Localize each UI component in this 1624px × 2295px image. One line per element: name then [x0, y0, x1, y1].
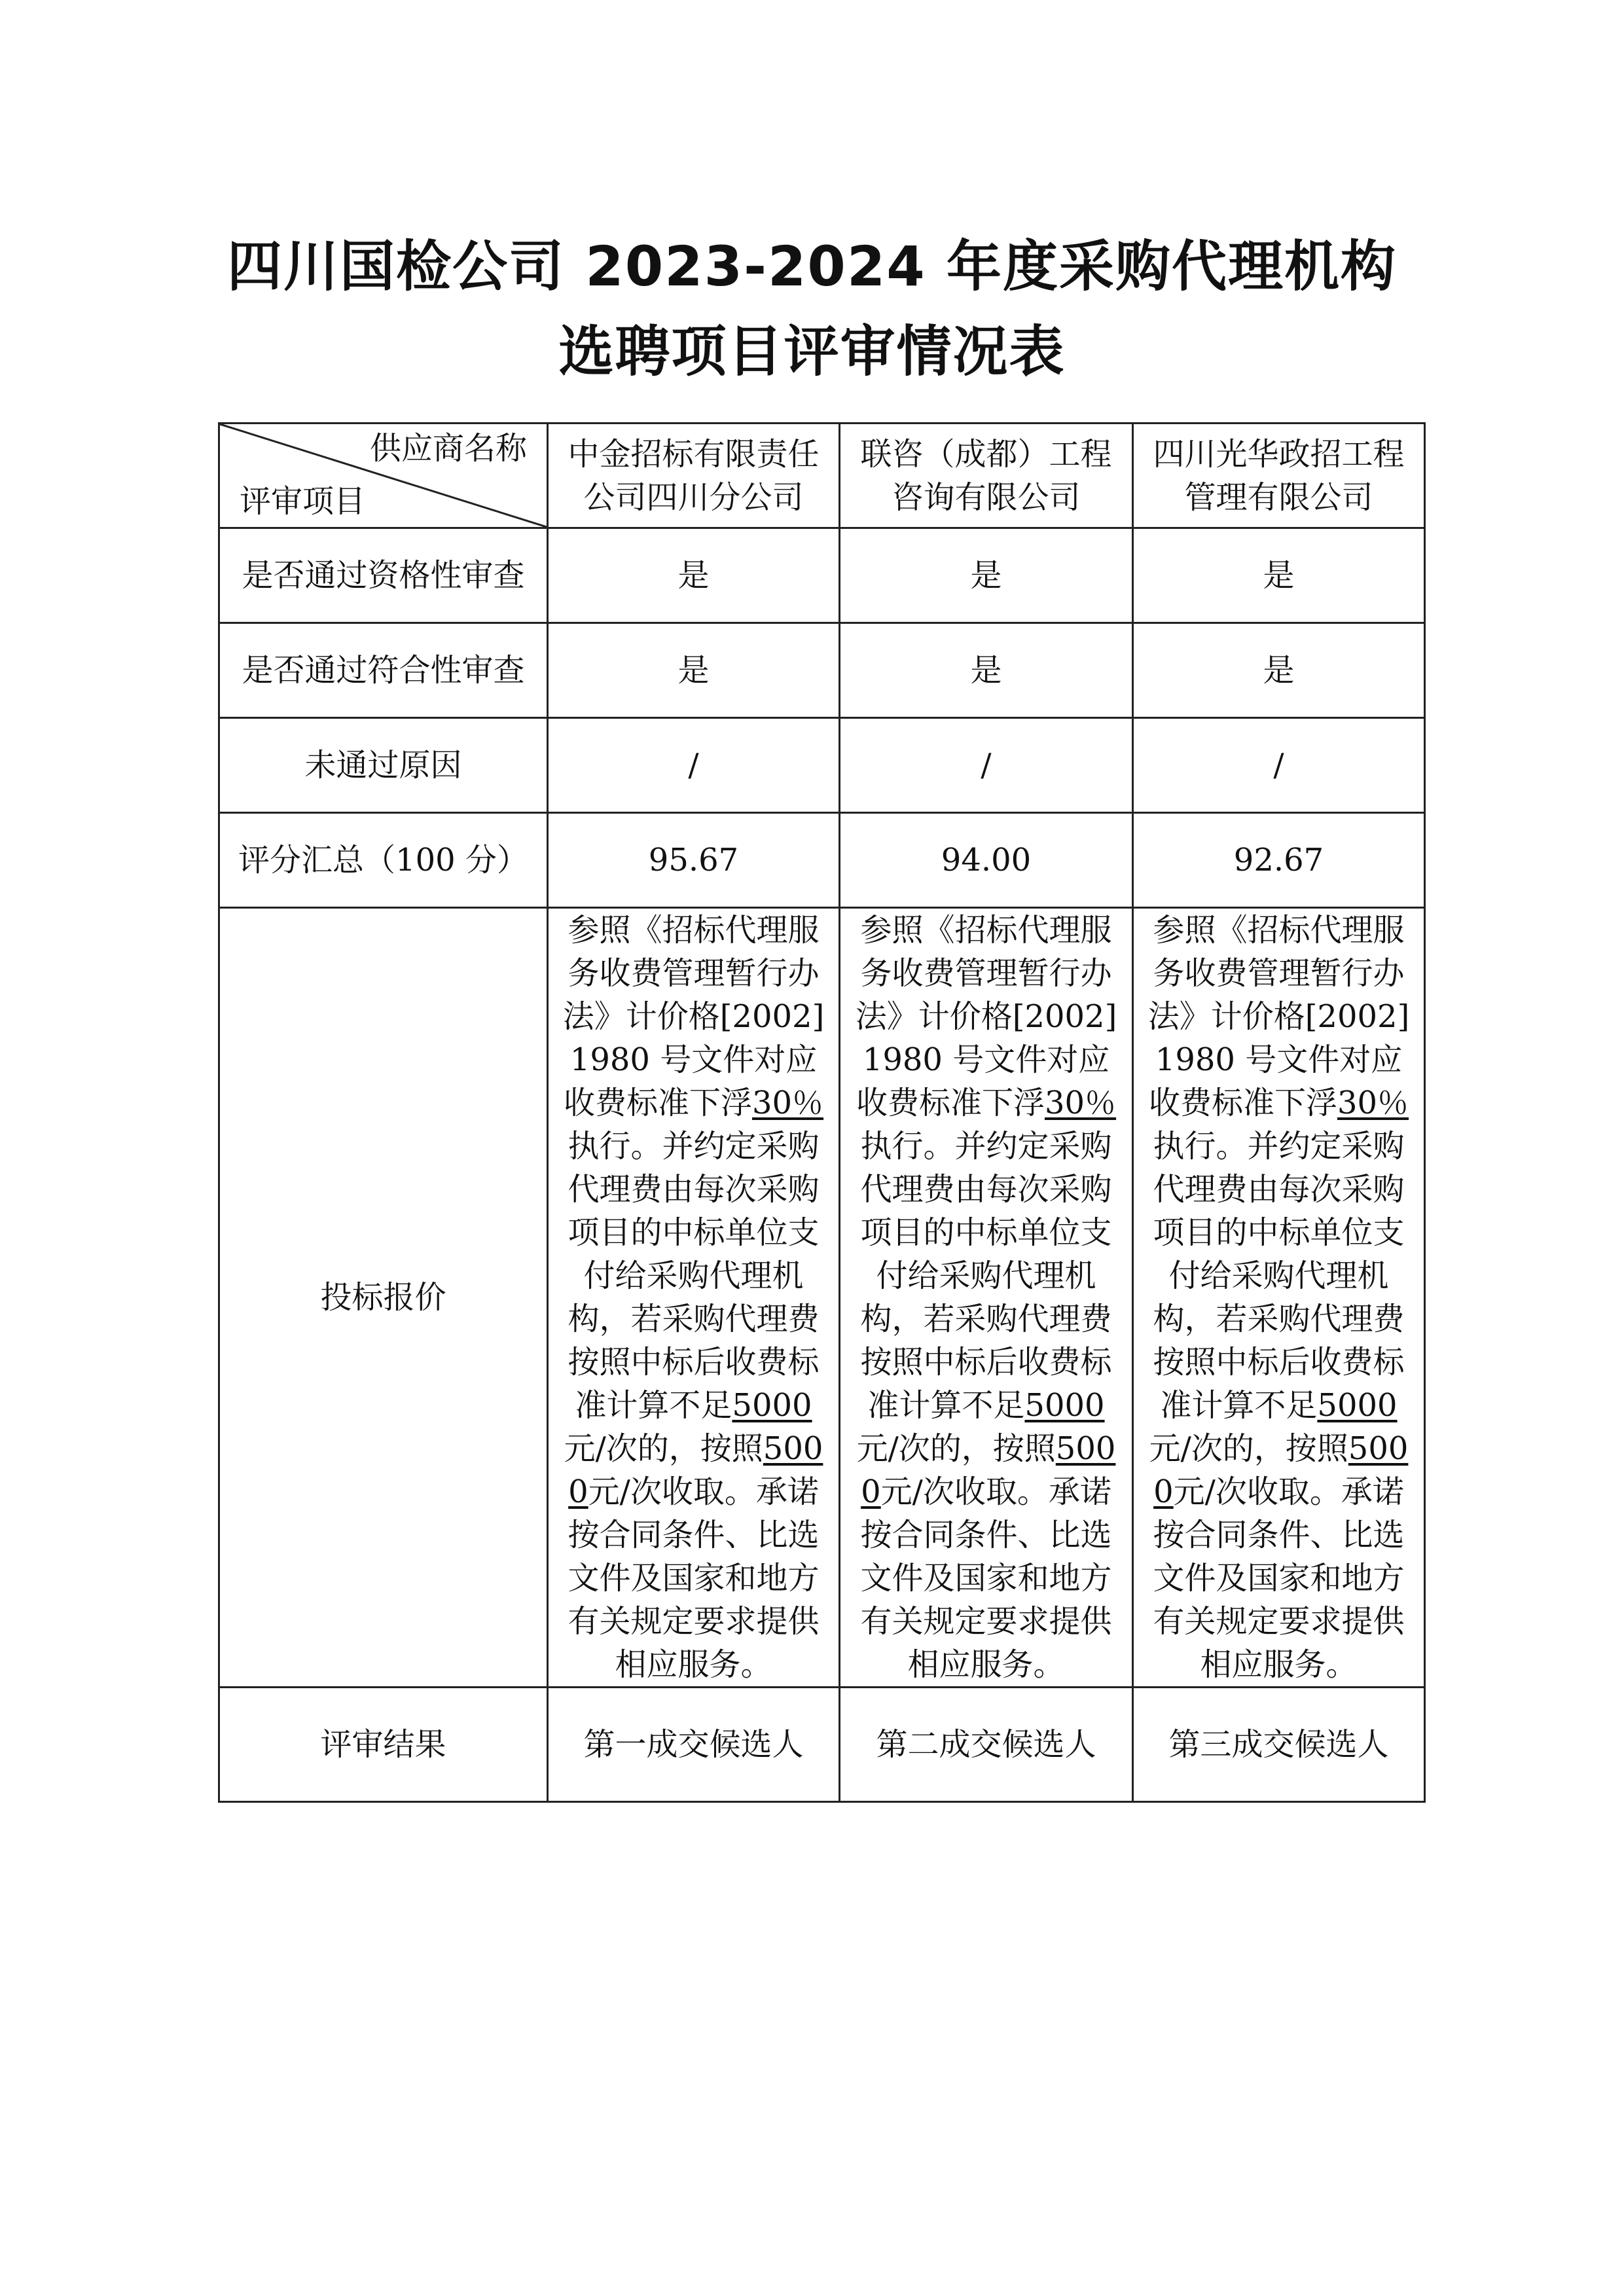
bid-amount: 5000: [1317, 1387, 1398, 1424]
supplier-header-3: 四川光华政招工程管理有限公司: [1133, 424, 1425, 528]
bid-text: 参照《招标代理服务收费管理暂行办法》计价格[2002]1980 号文件对应收费标准下浮: [855, 912, 1117, 1121]
result-cell: 第二成交候选人: [840, 1688, 1133, 1802]
bid-text: 参照《招标代理服务收费管理暂行办法》计价格[2002]1980 号文件对应收费标准下浮: [1147, 912, 1410, 1121]
table-cell: 是: [1133, 623, 1425, 718]
table-cell: 是: [548, 528, 840, 623]
bid-amount: 5000: [861, 1430, 1116, 1510]
page-title-line-2: 选聘项目评审情况表: [558, 319, 1066, 384]
review-table: [218, 422, 1426, 1803]
result-cell: 第一成交候选人: [548, 1688, 840, 1802]
bid-text-cell-2: [840, 908, 1133, 1688]
score-cell: 94.00: [840, 813, 1133, 908]
bid-text: 参照《招标代理服务收费管理暂行办法》计价格[2002]1980 号文件对应收费标准下浮: [562, 912, 825, 1121]
row-label: 评分汇总（100 分）: [219, 813, 548, 908]
bid-text-cell-3: [1133, 908, 1425, 1688]
bid-price-row: [219, 908, 1425, 1688]
corner-header-cell: [219, 424, 548, 528]
bid-text: 元/次的，按照: [564, 1430, 763, 1467]
row-label: 是否通过资格性审查: [219, 528, 548, 623]
row-label: 是否通过符合性审查: [219, 623, 548, 718]
supplier-header-2: 联咨（成都）工程咨询有限公司: [840, 424, 1133, 528]
bid-text: 执行。并约定采购代理费由每次采购项目的中标单位支付给采购代理机构，若采购代理费按照中标后收费标准计算不足: [860, 1128, 1112, 1424]
page-title-line-1: 四川国检公司 2023-2024 年度采购代理机构: [227, 234, 1397, 298]
bid-amount: 5000: [1024, 1387, 1105, 1424]
bid-discount: 30％: [1337, 1085, 1409, 1121]
table-cell: /: [548, 718, 840, 813]
bid-text-cell-1: [548, 908, 840, 1688]
bid-text: 元/次收取。承诺按合同条件、比选文件及国家和地方有关规定要求提供相应服务。: [860, 1473, 1112, 1683]
table-row: [219, 623, 1425, 718]
result-cell: 第三成交候选人: [1133, 1688, 1425, 1802]
bid-text: 执行。并约定采购代理费由每次采购项目的中标单位支付给采购代理机构，若采购代理费按照中标后收费标准计算不足: [1153, 1128, 1405, 1424]
bid-text: 执行。并约定采购代理费由每次采购项目的中标单位支付给采购代理机构，若采购代理费按照中标后收费标准计算不足: [568, 1128, 820, 1424]
review-item-header: 评审项目: [240, 483, 366, 520]
table-cell: /: [840, 718, 1133, 813]
bid-text: 元/次收取。承诺按合同条件、比选文件及国家和地方有关规定要求提供相应服务。: [1153, 1473, 1405, 1683]
bid-discount: 30％: [751, 1085, 824, 1121]
table-cell: 是: [1133, 528, 1425, 623]
table-cell: 是: [840, 623, 1133, 718]
score-cell: 92.67: [1133, 813, 1425, 908]
result-row: [219, 1688, 1425, 1802]
table-row: [219, 528, 1425, 623]
table-cell: 是: [840, 528, 1133, 623]
bid-text: 元/次收取。承诺按合同条件、比选文件及国家和地方有关规定要求提供相应服务。: [568, 1473, 820, 1683]
score-cell: 95.67: [548, 813, 840, 908]
bid-amount: 5000: [1153, 1430, 1409, 1510]
bid-text: 元/次的，按照: [856, 1430, 1056, 1467]
table-row: [219, 813, 1425, 908]
table-cell: 是: [548, 623, 840, 718]
supplier-header-1: 中金招标有限责任公司四川分公司: [548, 424, 840, 528]
row-label: 未通过原因: [219, 718, 548, 813]
table-cell: /: [1133, 718, 1425, 813]
row-label: 投标报价: [219, 908, 548, 1688]
bid-text: 元/次的，按照: [1149, 1430, 1348, 1467]
supplier-name-header: 供应商名称: [369, 430, 527, 467]
bid-amount: 5000: [568, 1430, 823, 1510]
header-row: [219, 424, 1425, 528]
row-label: 评审结果: [219, 1688, 548, 1802]
bid-amount: 5000: [732, 1387, 812, 1424]
table-row: [219, 718, 1425, 813]
bid-discount: 30％: [1044, 1085, 1117, 1121]
